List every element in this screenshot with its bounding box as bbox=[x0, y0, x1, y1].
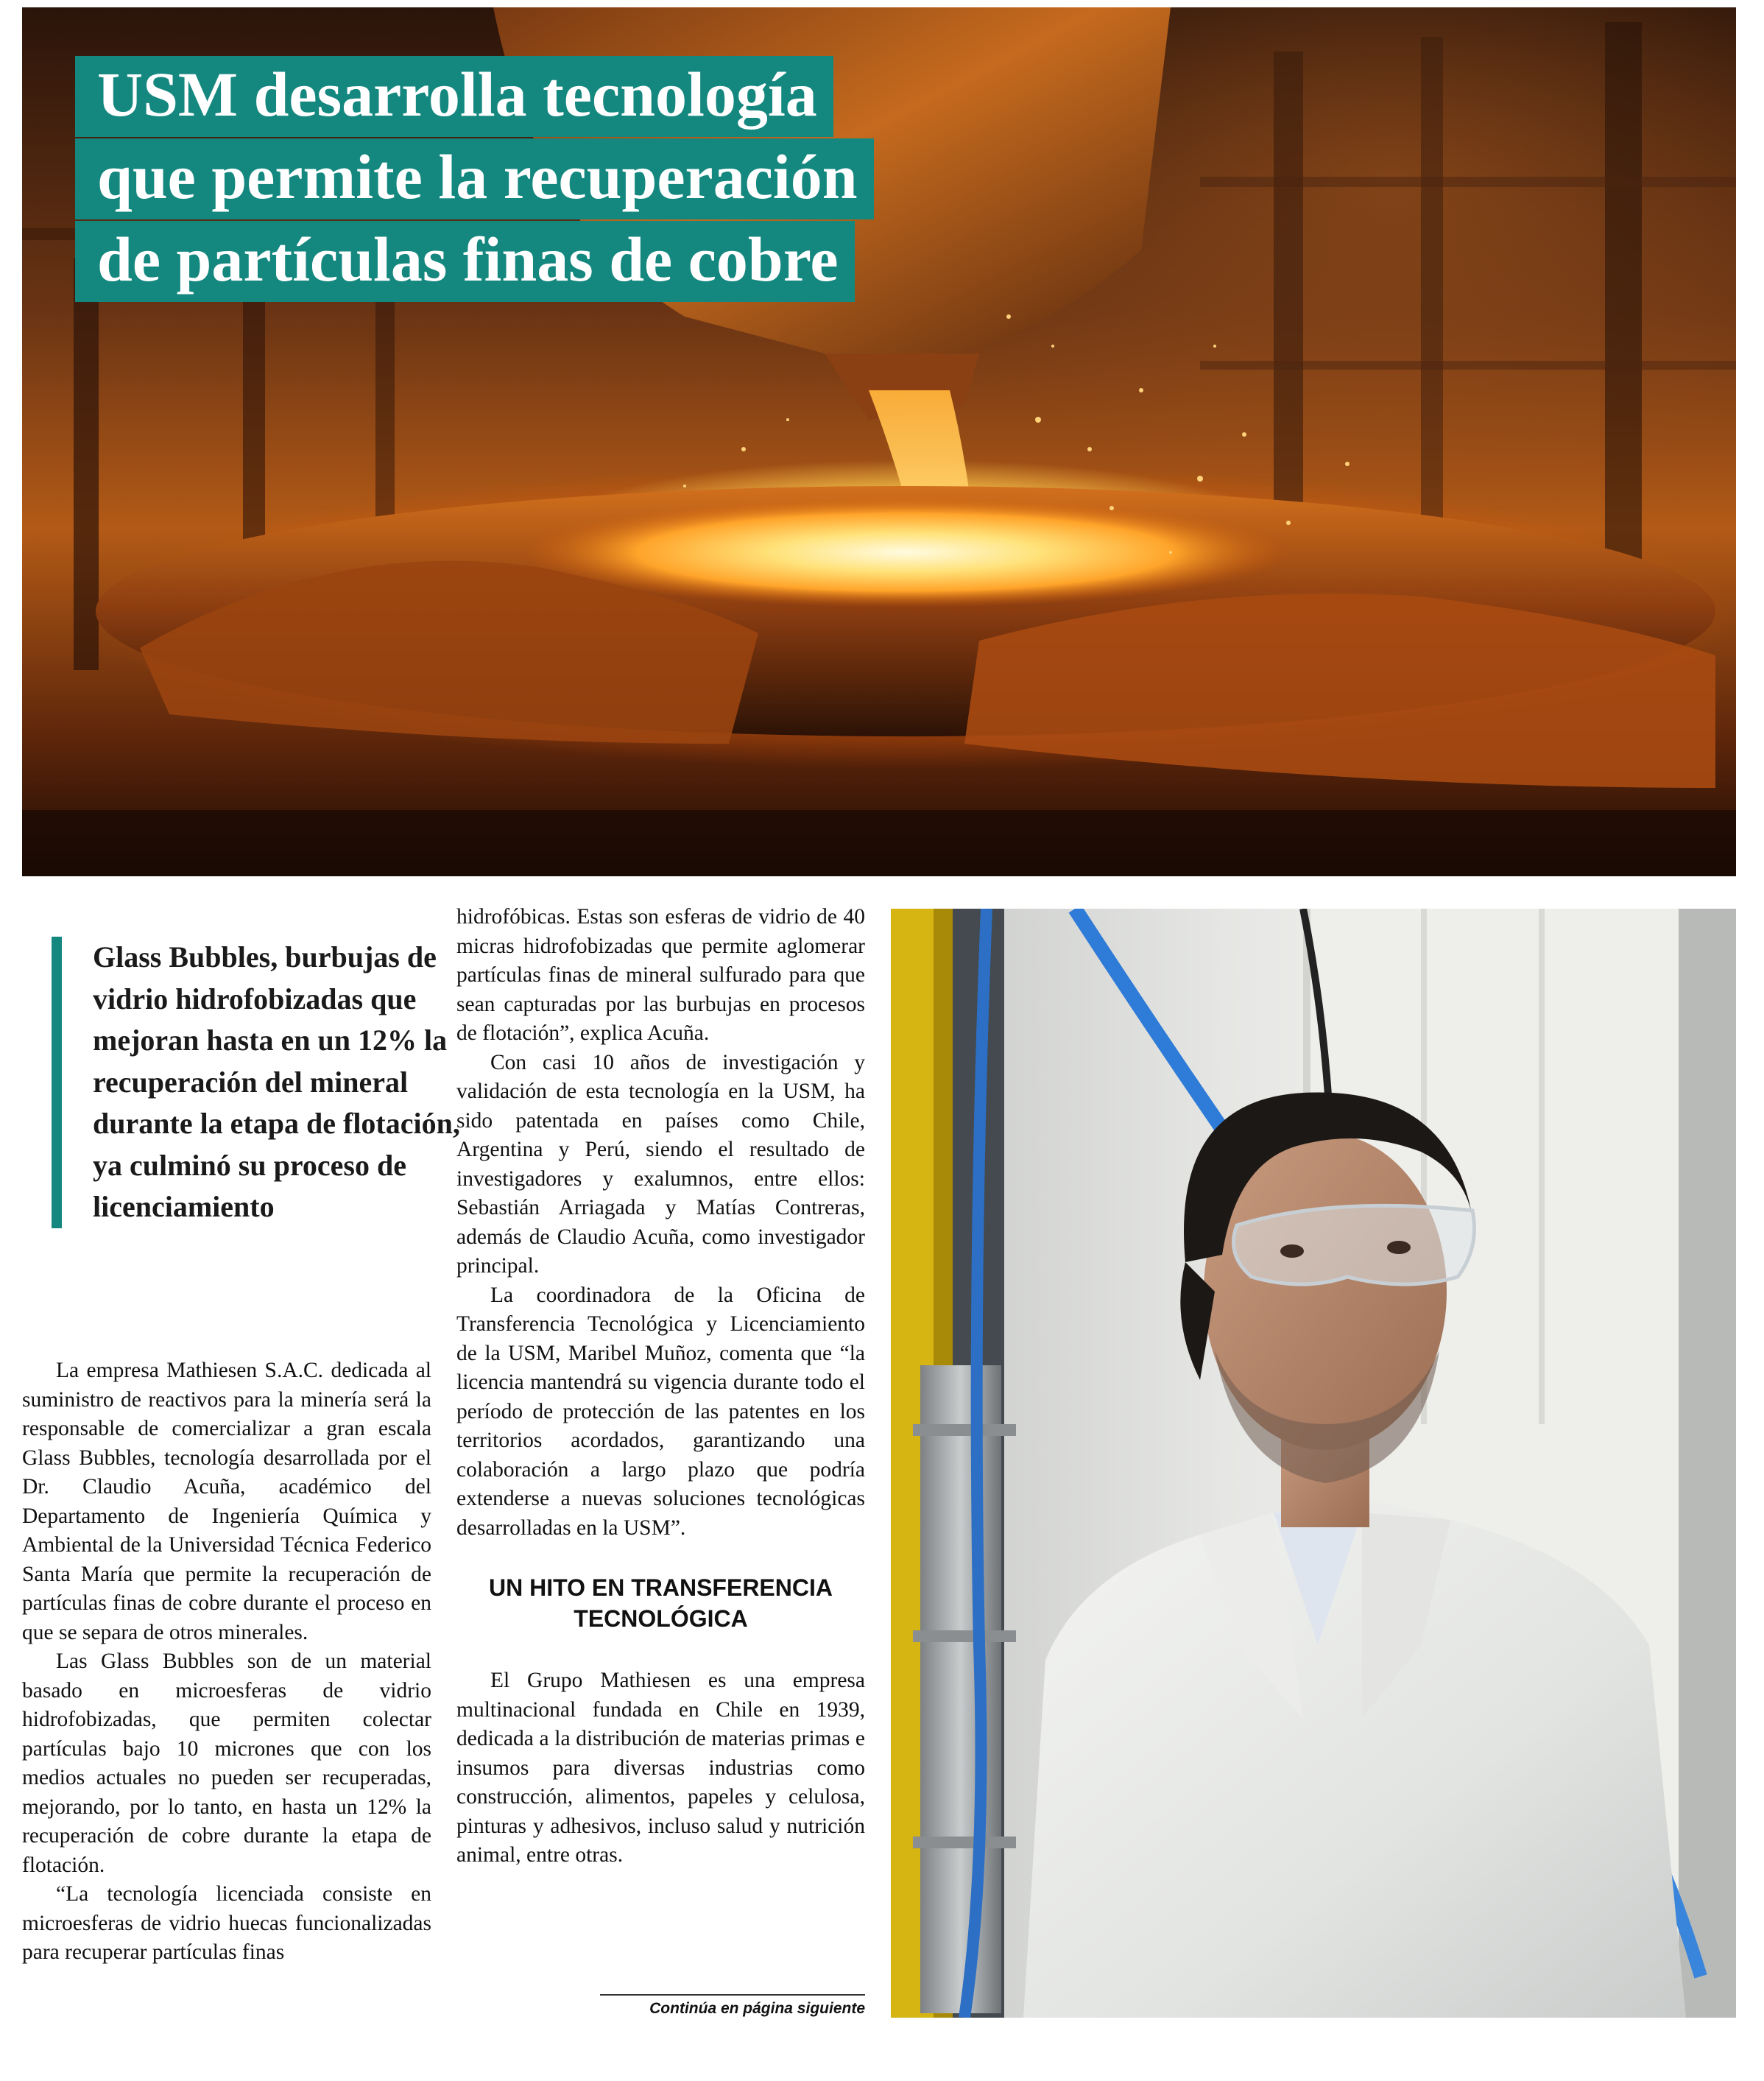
lead-summary: Glass Bubbles, burbujas de vidrio hidrofobizadas que mejoran hasta en un 12% la recuperación del mineral durante la etapa de flotación, ya culminó su proceso de licenciamiento bbox=[52, 937, 476, 1228]
headline-line-3: de partículas finas de cobre bbox=[75, 221, 855, 302]
continued-note: Continúa en página siguiente bbox=[649, 2000, 865, 2017]
paragraph: Con casi 10 años de investigación y validación de esta tecnología en la USM, ha sido patentada en países como Chile, Argentina y Perú, siendo el resultado de investigadores y exalumnos, entre ellos: Sebastián Arriagada y Matías Contreras, además de Claudio Acuña, como investigador principal. bbox=[456, 1050, 865, 1278]
paragraph: La empresa Mathiesen S.A.C. dedicada al suministro de reactivos para la minería será la responsable de comercializar a gran escala Glass Bubbles, tecnología desarrollada por el Dr. Claudio Acuña, académico del Departamento de Ingeniería Química y Ambiental de la Universidad Técnica Federico Santa María que permite la recuperación de partículas finas de cobre durante el proceso en que se separa de otros minerales. bbox=[22, 1359, 431, 1644]
headline-line-2: que permite la recuperación bbox=[75, 138, 874, 219]
hero-photo bbox=[22, 7, 1736, 876]
paragraph: hidrofóbicas. Estas son esferas de vidrio de 40 micras hidrofobizadas que permite aglomerar partículas finas de mineral sulfurado para que sean capturadas por las burbujas en procesos de flotación”, explica Acuña. bbox=[456, 905, 865, 1045]
article-column-2 bbox=[456, 903, 865, 1870]
paragraph: La coordinadora de la Oficina de Transferencia Tecnológica y Licenciamiento de la USM, Maribel Muñoz, comenta que “la licencia mantendrá su vigencia durante todo el período de protección de las patentes en los territorios acordados, garantizando una colaboración a largo plazo que podría extenderse a nuevas soluciones tecnológicas desarrolladas en la USM”. bbox=[456, 1283, 865, 1540]
divider bbox=[600, 1994, 865, 1996]
headline-line-1: USM desarrolla tecnología bbox=[75, 56, 833, 137]
paragraph: “La tecnología licenciada consiste en microesferas de vidrio huecas funcionalizadas para recuperar partículas finas bbox=[22, 1882, 431, 1964]
headline bbox=[75, 56, 995, 303]
paragraph: El Grupo Mathiesen es una empresa multinacional fundada en Chile en 1939, dedicada a la distribución de materias primas e insumos para diversas industrias como construcción, alimentos, papeles y celulosa, pinturas y adhesivos, incluso salud y nutrición animal, entre otras. bbox=[456, 1669, 865, 1867]
researcher-portrait-icon bbox=[891, 909, 1736, 2018]
portrait-photo bbox=[891, 909, 1736, 2018]
article-column-1 bbox=[22, 1356, 431, 1968]
section-subhead: UN HITO EN TRANSFERENCIA TECNOLÓGICA bbox=[489, 1574, 833, 1632]
paragraph: Las Glass Bubbles son de un material basado en microesferas de vidrio hidrofobizadas, que permiten colectar partículas bajo 10 micrones que con los medios actuales no pueden ser recuperadas, mejorando, por lo tanto, en hasta un 12% la recuperación de cobre durante la etapa de flotación. bbox=[22, 1649, 431, 1877]
